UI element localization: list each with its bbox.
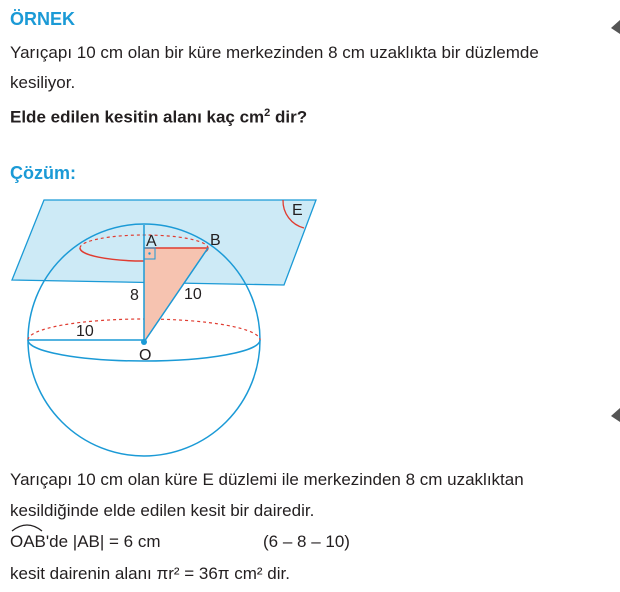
pythagorean-triple: (6 – 8 – 10) [263, 532, 350, 551]
sphere-plane-figure [0, 190, 330, 460]
solution-heading: Çözüm: [10, 163, 76, 183]
question-post: dir? [270, 107, 308, 127]
label-radius-length: 10 [76, 323, 94, 340]
page-edge-mark-top [606, 18, 620, 36]
problem-text-line1: Yarıçapı 10 cm olan bir küre merkezinden 8 cm uzaklıkta bir düzlemde [10, 43, 539, 62]
triangle-name [10, 531, 46, 552]
example-heading: ÖRNEK [10, 9, 76, 29]
question-text [10, 103, 307, 128]
problem-text-line2: kesiliyor. [10, 73, 76, 92]
label-plane-e: E [292, 202, 303, 219]
question-pre: Elde edilen kesitin alanı kaç cm [10, 107, 265, 127]
solution-line1: Yarıçapı 10 cm olan küre E düzlemi ile merkezinden 8 cm uzaklıktan [10, 470, 524, 489]
solution-line3 [10, 531, 161, 552]
label-b: B [210, 232, 221, 249]
right-angle-dot [148, 252, 150, 254]
label-o: O [139, 347, 152, 364]
question-sup: 2 [264, 107, 271, 119]
triangle-arc-mark [10, 522, 44, 532]
label-a: A [146, 233, 157, 250]
point-o-dot [141, 339, 147, 345]
label-oa-length: 8 [130, 287, 139, 304]
triangle-name-text: OAB [10, 532, 46, 551]
solution-line4: kesit dairenin alanı πr² = 36π cm² dir. [10, 564, 290, 583]
solution-line2: kesildiğinde elde edilen kesit bir dairedir. [10, 501, 315, 520]
page-edge-mark-bottom [606, 406, 620, 424]
label-ob-length: 10 [184, 286, 202, 303]
solution-line3-rest: 'de |AB| = 6 cm [45, 532, 161, 551]
